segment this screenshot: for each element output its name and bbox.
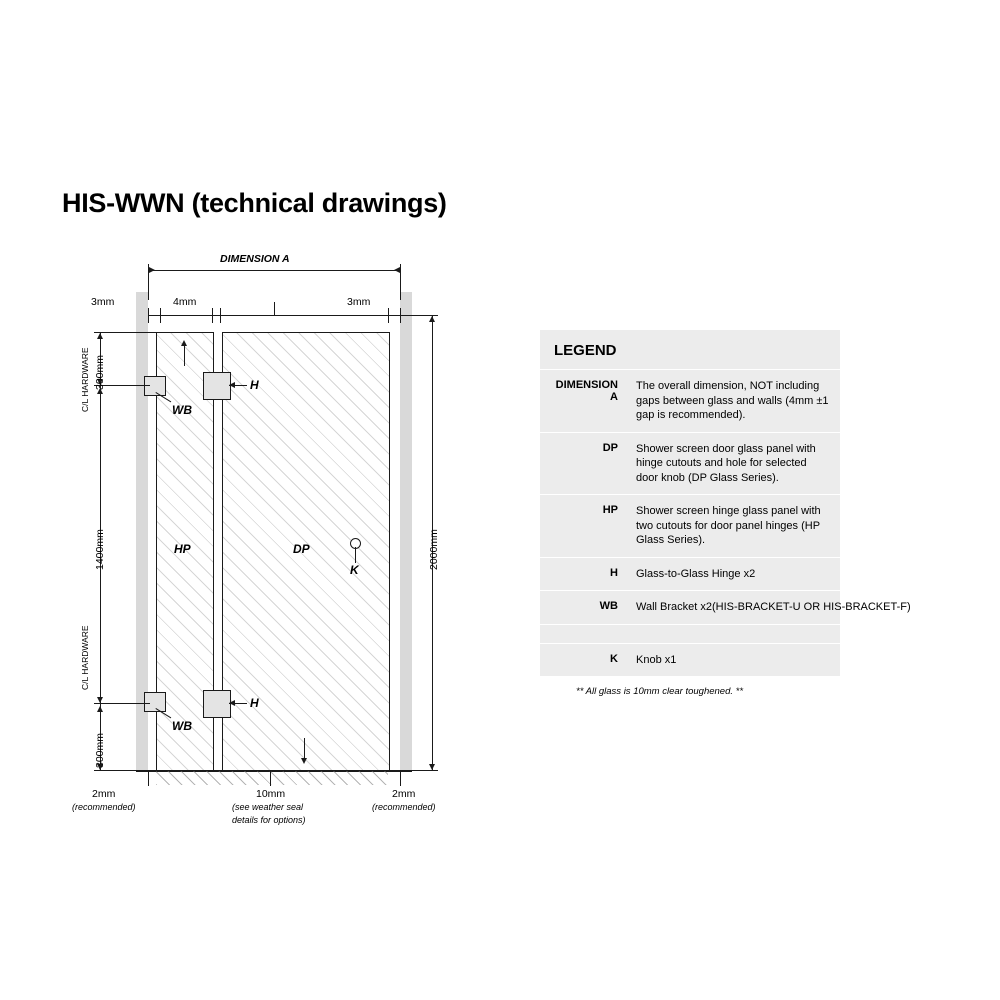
bottom-note-right-tick xyxy=(400,770,401,786)
top-gap-tick-1 xyxy=(148,308,149,323)
top-gap-tick-2 xyxy=(160,308,161,323)
knob-label: K xyxy=(350,563,359,577)
bottom-right-value: 2mm xyxy=(392,788,416,800)
hinge-panel-label: HP xyxy=(174,542,191,556)
wall-bracket-bottom-label: WB xyxy=(172,719,192,733)
hinge-top-label: H xyxy=(250,378,259,392)
left-dim-cl-hardware-bottom: C/L HARDWARE xyxy=(80,625,90,690)
legend-key: DP xyxy=(602,441,618,454)
door-panel-label: DP xyxy=(293,542,310,556)
bottom-left-value: 2mm xyxy=(92,788,116,800)
gap-label-4mm: 4mm xyxy=(173,296,197,308)
legend-footnote: ** All glass is 10mm clear toughened. ** xyxy=(540,676,840,697)
hinge-panel-top-arrow-line xyxy=(184,344,185,366)
dimension-a-arrow-right xyxy=(394,267,400,273)
technical-drawing xyxy=(60,240,520,840)
top-gap-tick-6 xyxy=(388,308,389,323)
legend-value: Shower screen door glass panel with hinge cutouts and hole for selected door knob (DP Glass Series). xyxy=(636,442,816,484)
bottom-center-value: 10mm xyxy=(256,788,286,800)
legend-title: LEGEND xyxy=(554,342,617,359)
legend-row xyxy=(540,557,840,591)
bottom-center-note-1: (see weather seal xyxy=(232,802,304,812)
dimension-a-line xyxy=(148,270,400,271)
legend-value: Glass-to-Glass Hinge x2 xyxy=(636,567,756,580)
legend-row xyxy=(540,494,840,557)
legend-key: WB xyxy=(599,600,618,613)
legend-value: Shower screen hinge glass panel with two cutouts for door panel hinges (HP Glass Series). xyxy=(636,505,821,547)
right-dim-arrow-top xyxy=(429,316,435,322)
legend-key: DIMENSION A xyxy=(555,379,618,403)
legend-key: H xyxy=(610,566,618,579)
dimension-a-label: DIMENSION A xyxy=(220,253,290,265)
hinge-bottom xyxy=(203,690,231,718)
left-dim-ext-300-bottom xyxy=(94,703,150,704)
door-panel-bottom-arrow-line xyxy=(304,738,305,760)
hinge-top xyxy=(203,372,231,400)
wall-bracket-top-label: WB xyxy=(172,403,192,417)
gap-label-3mm-left: 3mm xyxy=(91,296,115,308)
legend-panel xyxy=(540,330,911,698)
right-dim-2000: 2000mm xyxy=(428,529,440,570)
left-dim-cl-hardware-top: C/L HARDWARE xyxy=(80,347,90,412)
legend-key: K xyxy=(610,652,618,665)
floor-hatch xyxy=(156,771,388,785)
bottom-note-center-tick xyxy=(270,770,271,786)
left-dim-arrow-1400-bottom xyxy=(97,697,103,703)
legend-value: Knob x1 xyxy=(636,653,677,666)
legend-row xyxy=(540,369,840,432)
legend-row xyxy=(540,590,911,624)
bottom-note-left-tick xyxy=(148,770,149,786)
page-title: HIS-WWN (technical drawings) xyxy=(62,188,447,218)
legend-key: HP xyxy=(602,504,618,517)
legend-spacer xyxy=(540,624,840,643)
dimension-a-arrow-left xyxy=(149,267,155,273)
dimension-a-tick-right xyxy=(400,264,401,300)
bottom-center-note-2: details for options) xyxy=(232,815,306,825)
legend-row xyxy=(540,432,840,495)
door-knob xyxy=(350,538,361,549)
hinge-bottom-label: H xyxy=(250,696,259,710)
legend-value: The overall dimension, NOT including gaps between glass and walls (4mm ±1 gap is recommended). xyxy=(636,380,829,422)
right-dim-arrow-bottom xyxy=(429,764,435,770)
left-dim-300-top: 300mm xyxy=(94,354,106,390)
wall-right xyxy=(400,292,412,772)
knob-leader xyxy=(355,547,356,563)
bottom-right-note: (recommended) xyxy=(372,802,436,812)
top-gap-tick-5 xyxy=(274,302,275,316)
left-dim-ext-top xyxy=(94,332,160,333)
left-dim-arrow-top xyxy=(97,333,103,339)
top-gap-tick-4 xyxy=(220,308,221,323)
top-gap-tick-3 xyxy=(212,308,213,323)
legend-value: Wall Bracket x2(HIS-BRACKET-U OR HIS-BRACKET-F) xyxy=(636,601,911,614)
left-dim-arrow-300-bottom-up xyxy=(97,706,103,712)
door-panel-bottom-arrow xyxy=(301,758,307,764)
bottom-left-note: (recommended) xyxy=(72,802,136,812)
gap-label-3mm-right: 3mm xyxy=(347,296,371,308)
left-dim-1400: 1400mm xyxy=(94,529,106,570)
hinge-top-leader-arrow xyxy=(229,382,235,388)
left-dim-300-bottom: 300mm xyxy=(94,732,106,768)
legend-row xyxy=(540,643,840,677)
hinge-panel-top-arrow xyxy=(181,340,187,346)
hinge-bottom-leader-arrow xyxy=(229,700,235,706)
